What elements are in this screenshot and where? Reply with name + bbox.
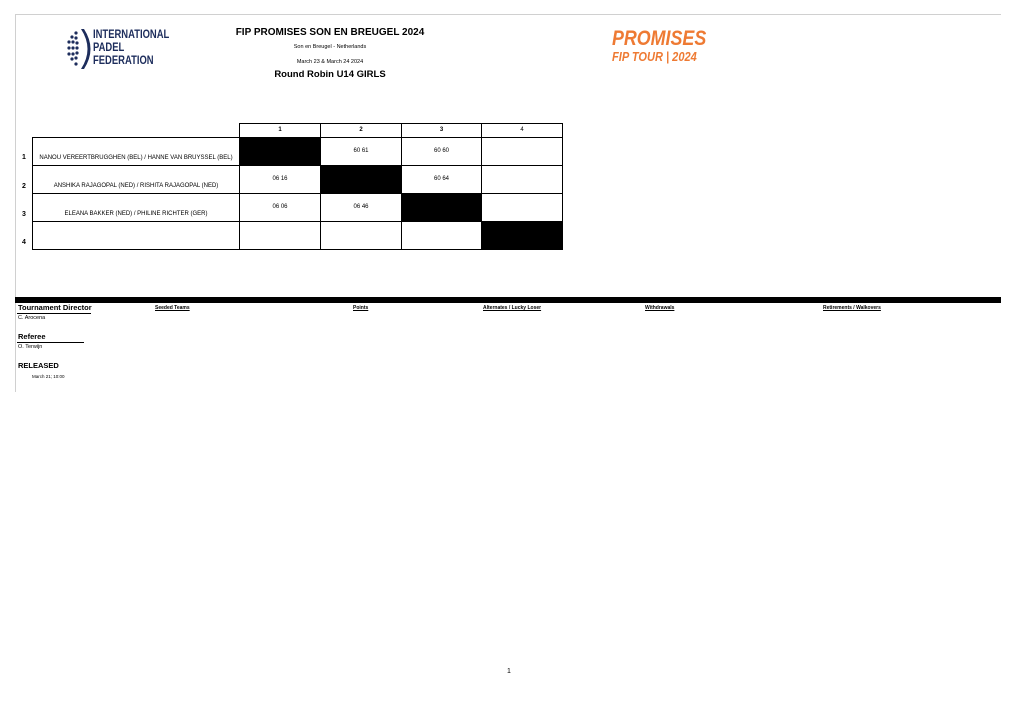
row-number: 1 bbox=[22, 154, 26, 161]
team-name: NANOU VEREERTBRUGGHEN (BEL) / HANNE VAN BRUYSSEL (BEL) bbox=[32, 137, 240, 166]
points-label: Points bbox=[353, 305, 369, 311]
score-cell bbox=[239, 221, 321, 250]
seeded-teams-label: Seeded Teams bbox=[155, 305, 190, 311]
left-border bbox=[15, 14, 16, 392]
column-header: 1 bbox=[239, 123, 321, 138]
row-number: 4 bbox=[22, 239, 26, 246]
footer-divider bbox=[15, 297, 1001, 303]
label-underline bbox=[17, 342, 84, 343]
tournament-director-name: C. Arocena bbox=[18, 315, 46, 321]
column-header: 3 bbox=[401, 123, 482, 138]
brand-line-2: FIP TOUR | 2024 bbox=[612, 49, 697, 64]
score-cell bbox=[401, 221, 482, 250]
self-match-cell bbox=[320, 165, 402, 194]
score-cell: 06 46 bbox=[320, 193, 402, 222]
released-time: March 21; 10:00 bbox=[32, 374, 65, 379]
label-underline bbox=[17, 313, 91, 314]
federation-line-2: PADEL bbox=[93, 42, 125, 54]
federation-line-1: INTERNATIONAL bbox=[93, 29, 170, 41]
team-name: ANSHIKA RAJAGOPAL (NED) / RISHITA RAJAGOPAL (NED) bbox=[32, 165, 240, 194]
score-cell: 60 60 bbox=[401, 137, 482, 166]
brand-line-1: PROMISES bbox=[612, 27, 707, 50]
page-number: 1 bbox=[507, 668, 511, 675]
released-label: RELEASED bbox=[18, 361, 59, 370]
score-cell bbox=[481, 137, 563, 166]
row-number: 3 bbox=[22, 211, 26, 218]
withdrawals-label: Withdrawals bbox=[645, 305, 675, 311]
top-border bbox=[15, 14, 1001, 15]
referee-name: O. Terwijn bbox=[18, 344, 43, 350]
retirements-label: Retirements / Walkovers bbox=[823, 305, 881, 311]
column-header: 2 bbox=[320, 123, 402, 138]
self-match-cell bbox=[401, 193, 482, 222]
score-cell: 60 64 bbox=[401, 165, 482, 194]
tournament-director-label: Tournament Director bbox=[18, 303, 92, 312]
team-name bbox=[32, 221, 240, 250]
team-name: ELEANA BAKKER (NED) / PHILINE RICHTER (GER) bbox=[32, 193, 240, 222]
score-cell: 06 16 bbox=[239, 165, 321, 194]
tournament-location: Son en Breugel - Netherlands bbox=[293, 44, 367, 50]
score-cell: 06 06 bbox=[239, 193, 321, 222]
row-number: 2 bbox=[22, 183, 26, 190]
score-cell bbox=[481, 193, 563, 222]
alternates-label: Alternates / Lucky Loser bbox=[483, 305, 542, 311]
promises-tour-logo bbox=[612, 28, 723, 64]
referee-label: Referee bbox=[18, 332, 46, 341]
score-cell bbox=[481, 165, 563, 194]
score-cell: 60 61 bbox=[320, 137, 402, 166]
tournament-title: FIP PROMISES SON EN BREUGEL 2024 bbox=[235, 27, 425, 38]
self-match-cell bbox=[239, 137, 321, 166]
federation-name bbox=[93, 29, 169, 68]
score-cell bbox=[320, 221, 402, 250]
federation-line-3: FEDERATION bbox=[93, 55, 154, 67]
tournament-dates: March 23 & March 24 2024 bbox=[296, 59, 364, 65]
round-title: Round Robin U14 GIRLS bbox=[274, 69, 386, 80]
self-match-cell bbox=[481, 221, 563, 250]
column-header: 4 bbox=[481, 123, 563, 138]
